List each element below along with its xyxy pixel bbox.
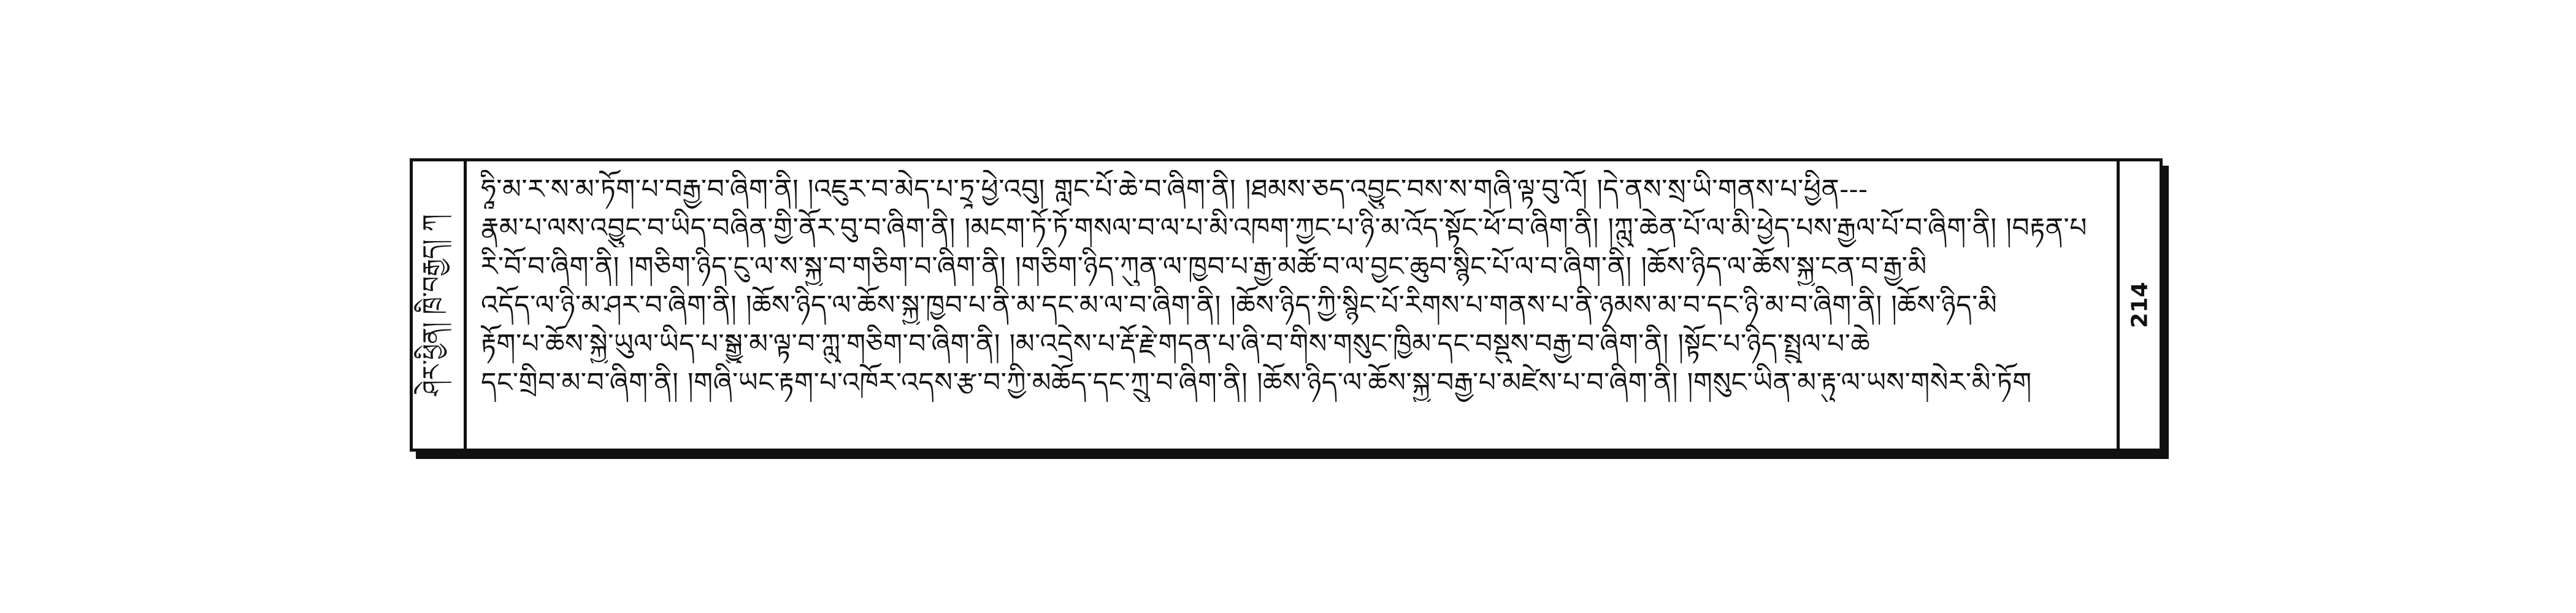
text-line: རྟོག་པ་ཆོས་སྐྱེ་ཡུལ་ཡིད་པ་སྒྱུ་མ་ལྟ་བ་ཀླུ་གཅིག་བ་ཞིག་ནི། །མ་འདྲེས་པ་རྡོ་རྗེ་གདན་པ་ཞི་བ་གིས་གསུང་ཁྱིམ་དང་བསྡུས་བརྒྱ་བ་ཞིག་ནི། །སྟོང་པ་ཉིད་སྤྲུལ་པ་ཆེ [481,328,1871,360]
page-number: 214 [2127,282,2152,328]
right-margin [2117,161,2160,449]
text-line: རི་བོ་བ་ཞིག་ནི། །གཅིག་ཉིད་ངུ་ལ་ས་སྐྱ་བ་གཅིག་བ་ཞིག་ནི། །གཅིག་ཉིད་ཀུན་ལ་ཁྱབ་པ་རྒྱ་མཚོ་བ་ལ་བྱང་ཆུབ་སྙིང་པོ་ལ་བ་ཞིག་ནི། །ཆོས་ཉིད་ལ་ཆོས་སྐྱ་ངན་བ་རྒྱ་མི [481,251,1927,282]
text-line: འདོད་ལ་ཉི་མ་ཤར་བ་ཞིག་ནི། །ཆོས་ཉིད་ལ་ཆོས་སྐྱ་ཁྱབ་པ་ནི་མ་དང་མ་ལ་བ་ཞིག་ནི། །ཆོས་ཉིད་ཀྱི་སྙིང་པོ་རིགས་པ་གནས་པ་ནི་ཉམས་མ་བ་དང་ཉི་མ་བ་ཞིག་ནི། །ཆོས་ཉིད་མི [481,290,1998,321]
text-line: དང་གྲིབ་མ་བ་ཞིག་ནི། །གཞི་ཡང་རྟག་པ་འཁོར་འདས་རྩ་བ་ཀྱི་མཆོད་དང་ཀྲུ་བ་ཞིག་ནི། །ཆོས་ཉིད་ལ་ཆོས་སྐྱ་བརྒྱ་པ་མཛེས་པ་བ་ཞིག་ནི། །གསུང་ཡིན་མ་རྟུ་ལ་ཡས་གསེར་མི་ཏོག [481,367,2032,398]
text-line: རྣམ་པ་ལས་འབྱུང་བ་ཡིད་བཞིན་གྱི་ནོར་བུ་བ་ཞིག་ནི། །མངག་ཏོ་ཏོ་གསལ་བ་ལ་པ་མི་འཁག་ཀྱང་པ་ཉི་མ་འོད་སྟོང་ཕོ་བ་ཞིག་ནི། །ཀླུ་ཆེན་པོ་ལ་མི་ཕྱེད་པས་རྒྱལ་པོ་བ་ཞིག་ནི། །བརྟན་པ [481,212,2087,244]
margin-title: ཤེར་ཕྱིན། ཁྲི་བརྒྱད། ཀ [418,214,446,396]
text-body [470,161,2117,449]
pecha-folio [410,158,2163,452]
text-line: ཧཱི་མ་ར་ས་མ་ཏོག་པ་བརྒྱ་བ་ཞིག་ནི། །འཇུར་བ་མེད་པ་ཏྲཱ་ཕྱེ་འབུ། གླང་པོ་ཆེ་བ་ཞིག་ནི། །ཐམས་ཅད་འབྱུང་བས་ས་གཞི་ལྟ་བུ་འོ། །དེ་ནས་སྲ་ཡི་གནས་པ་ཕྱིན--- [481,174,1868,205]
left-margin [413,161,467,449]
